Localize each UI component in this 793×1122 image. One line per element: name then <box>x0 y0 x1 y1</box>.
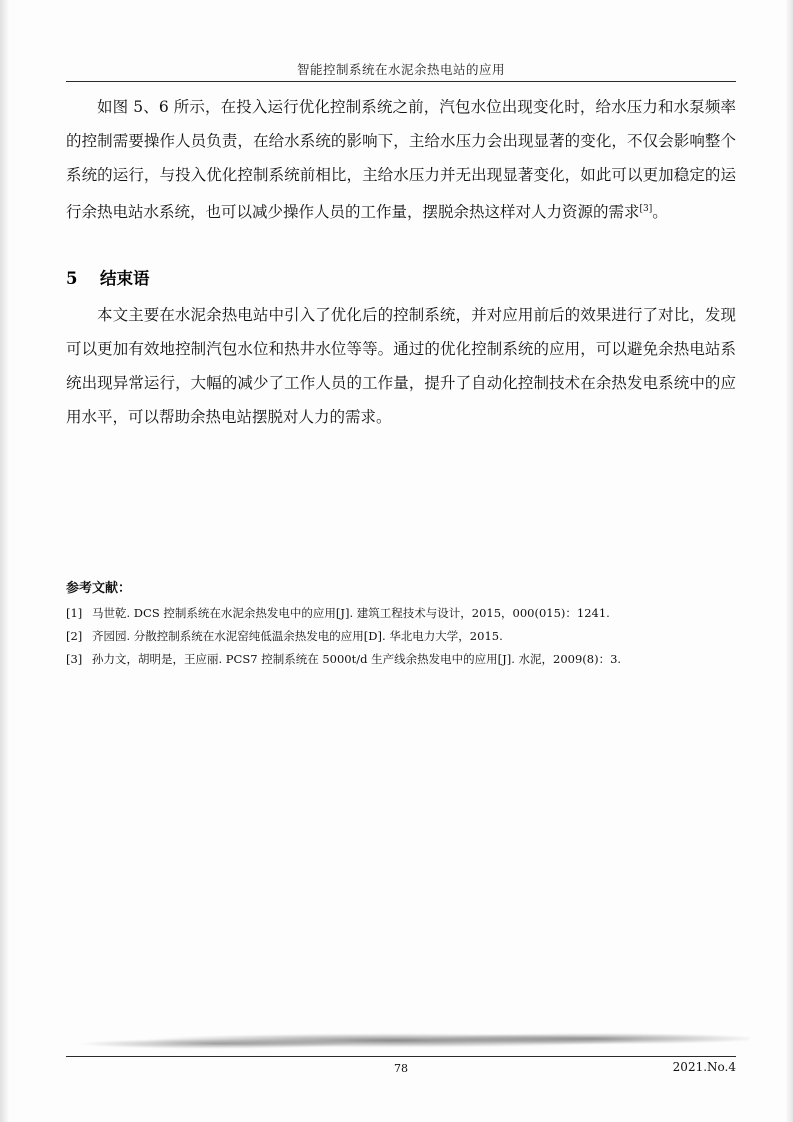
reference-number: [1] <box>66 606 83 620</box>
header-divider <box>66 81 736 82</box>
reference-number: [2] <box>66 629 83 643</box>
issue-label: 2021.No.4 <box>672 1060 736 1074</box>
running-head: 智能控制系统在水泥余热电站的应用 <box>296 62 505 77</box>
paragraph-2: 本文主要在水泥余热电站中引入了优化后的控制系统，并对应用前后的效果进行了对比，发现可以更加有效地控制汽包水位和热井水位等等。通过的优化控制系统的应用，可以避免余热电站系统出现异常运行，大幅的减少了工作人员的工作量，提升了自动化控制技术在余热发电系统中的应用水平，可以帮助余热电站摆脱对人力的需求。 <box>66 306 736 426</box>
section-title: 结束语 <box>100 269 150 288</box>
reference-number: [3] <box>66 652 83 666</box>
page-number: 78 <box>394 1062 408 1075</box>
reference-item <box>66 602 736 625</box>
reference-text: 齐园园. 分散控制系统在水泥窑纯低温余热发电的应用[D]. 华北电力大学，2015. <box>92 629 503 643</box>
reference-mark-3: [3] <box>639 204 653 214</box>
reference-item <box>66 648 736 671</box>
references-list <box>66 602 736 671</box>
paragraph-block-1 <box>66 90 736 229</box>
paragraph-1 <box>66 90 736 229</box>
reference-text: 马世乾. DCS 控制系统在水泥余热发电中的应用[J]. 建筑工程技术与设计，2015，000(015)：1241. <box>92 606 610 620</box>
section-heading-5 <box>66 265 736 289</box>
footer-divider <box>66 1056 736 1057</box>
paragraph-1-tail: 。 <box>652 203 668 222</box>
references-heading: 参考文献： <box>66 581 132 596</box>
reference-text: 孙力文，胡明是，王应丽. PCS7 控制系统在 5000t/d 生产线余热发电中的应用[J]. 水泥，2009(8)：3. <box>92 652 622 666</box>
paragraph-block-2 <box>66 298 736 434</box>
section-number: 5 <box>66 269 78 288</box>
page-content <box>66 0 736 1122</box>
reference-item <box>66 625 736 648</box>
paragraph-1-text: 如图 5、6 所示，在投入运行优化控制系统之前，汽包水位出现变化时，给水压力和水泵频率的控制需要操作人员负责，在给水系统的影响下，主给水压力会出现显著的变化，不仅会影响整个系统的运行，与投入优化控制系统前相比，主给水压力并无出现显著变化，如此可以更加稳定的运行余热电站水系统，也可以减少操作人员的工作量，摆脱余热这样对人力资源的需求 <box>66 98 736 222</box>
